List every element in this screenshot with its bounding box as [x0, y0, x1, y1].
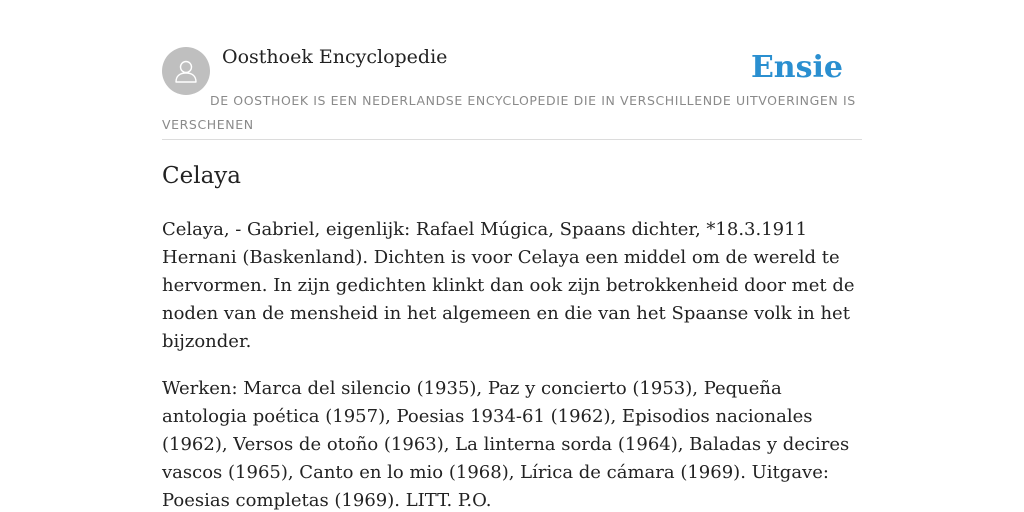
- source-header: [162, 0, 862, 140]
- source-name-link[interactable]: Oosthoek Encyclopedie: [222, 46, 448, 68]
- article-title: Celaya: [162, 163, 241, 189]
- article-paragraph: Werken: Marca del silencio (1935), Paz y concierto (1953), Pequeña antologia poética (1957), Poesias 1934-61 (1962), Episodios nacionales (1962), Versos de otoño (1963), La linterna sorda (1964), Baladas y decires vascos (1965), Canto en lo mio (1968), Lírica de cámara (1969). Uitgave: Poesias completas (1969). LITT. P.O.: [162, 378, 850, 511]
- source-avatar[interactable]: [162, 47, 210, 95]
- article-body: [162, 216, 862, 512]
- ensie-logo[interactable]: Ensie: [750, 50, 843, 85]
- page-container: [162, 0, 862, 511]
- article-paragraph: Celaya, - Gabriel, eigenlijk: Rafael Múgica, Spaans dichter, *18.3.1911 Hernani (Baskenland). Dichten is voor Celaya een middel om de wereld te hervormen. In zijn gedichten klinkt dan ook zijn betrokkenheid door met de noden van de mensheid in het algemeen en die van het Spaanse volk in het bijzonder.: [162, 219, 855, 352]
- user-icon: [173, 58, 199, 84]
- source-description: DE OOSTHOEK IS EEN NEDERLANDSE ENCYCLOPEDIE DIE IN VERSCHILLENDE UITVOERINGEN IS VERSCHENEN: [162, 93, 856, 132]
